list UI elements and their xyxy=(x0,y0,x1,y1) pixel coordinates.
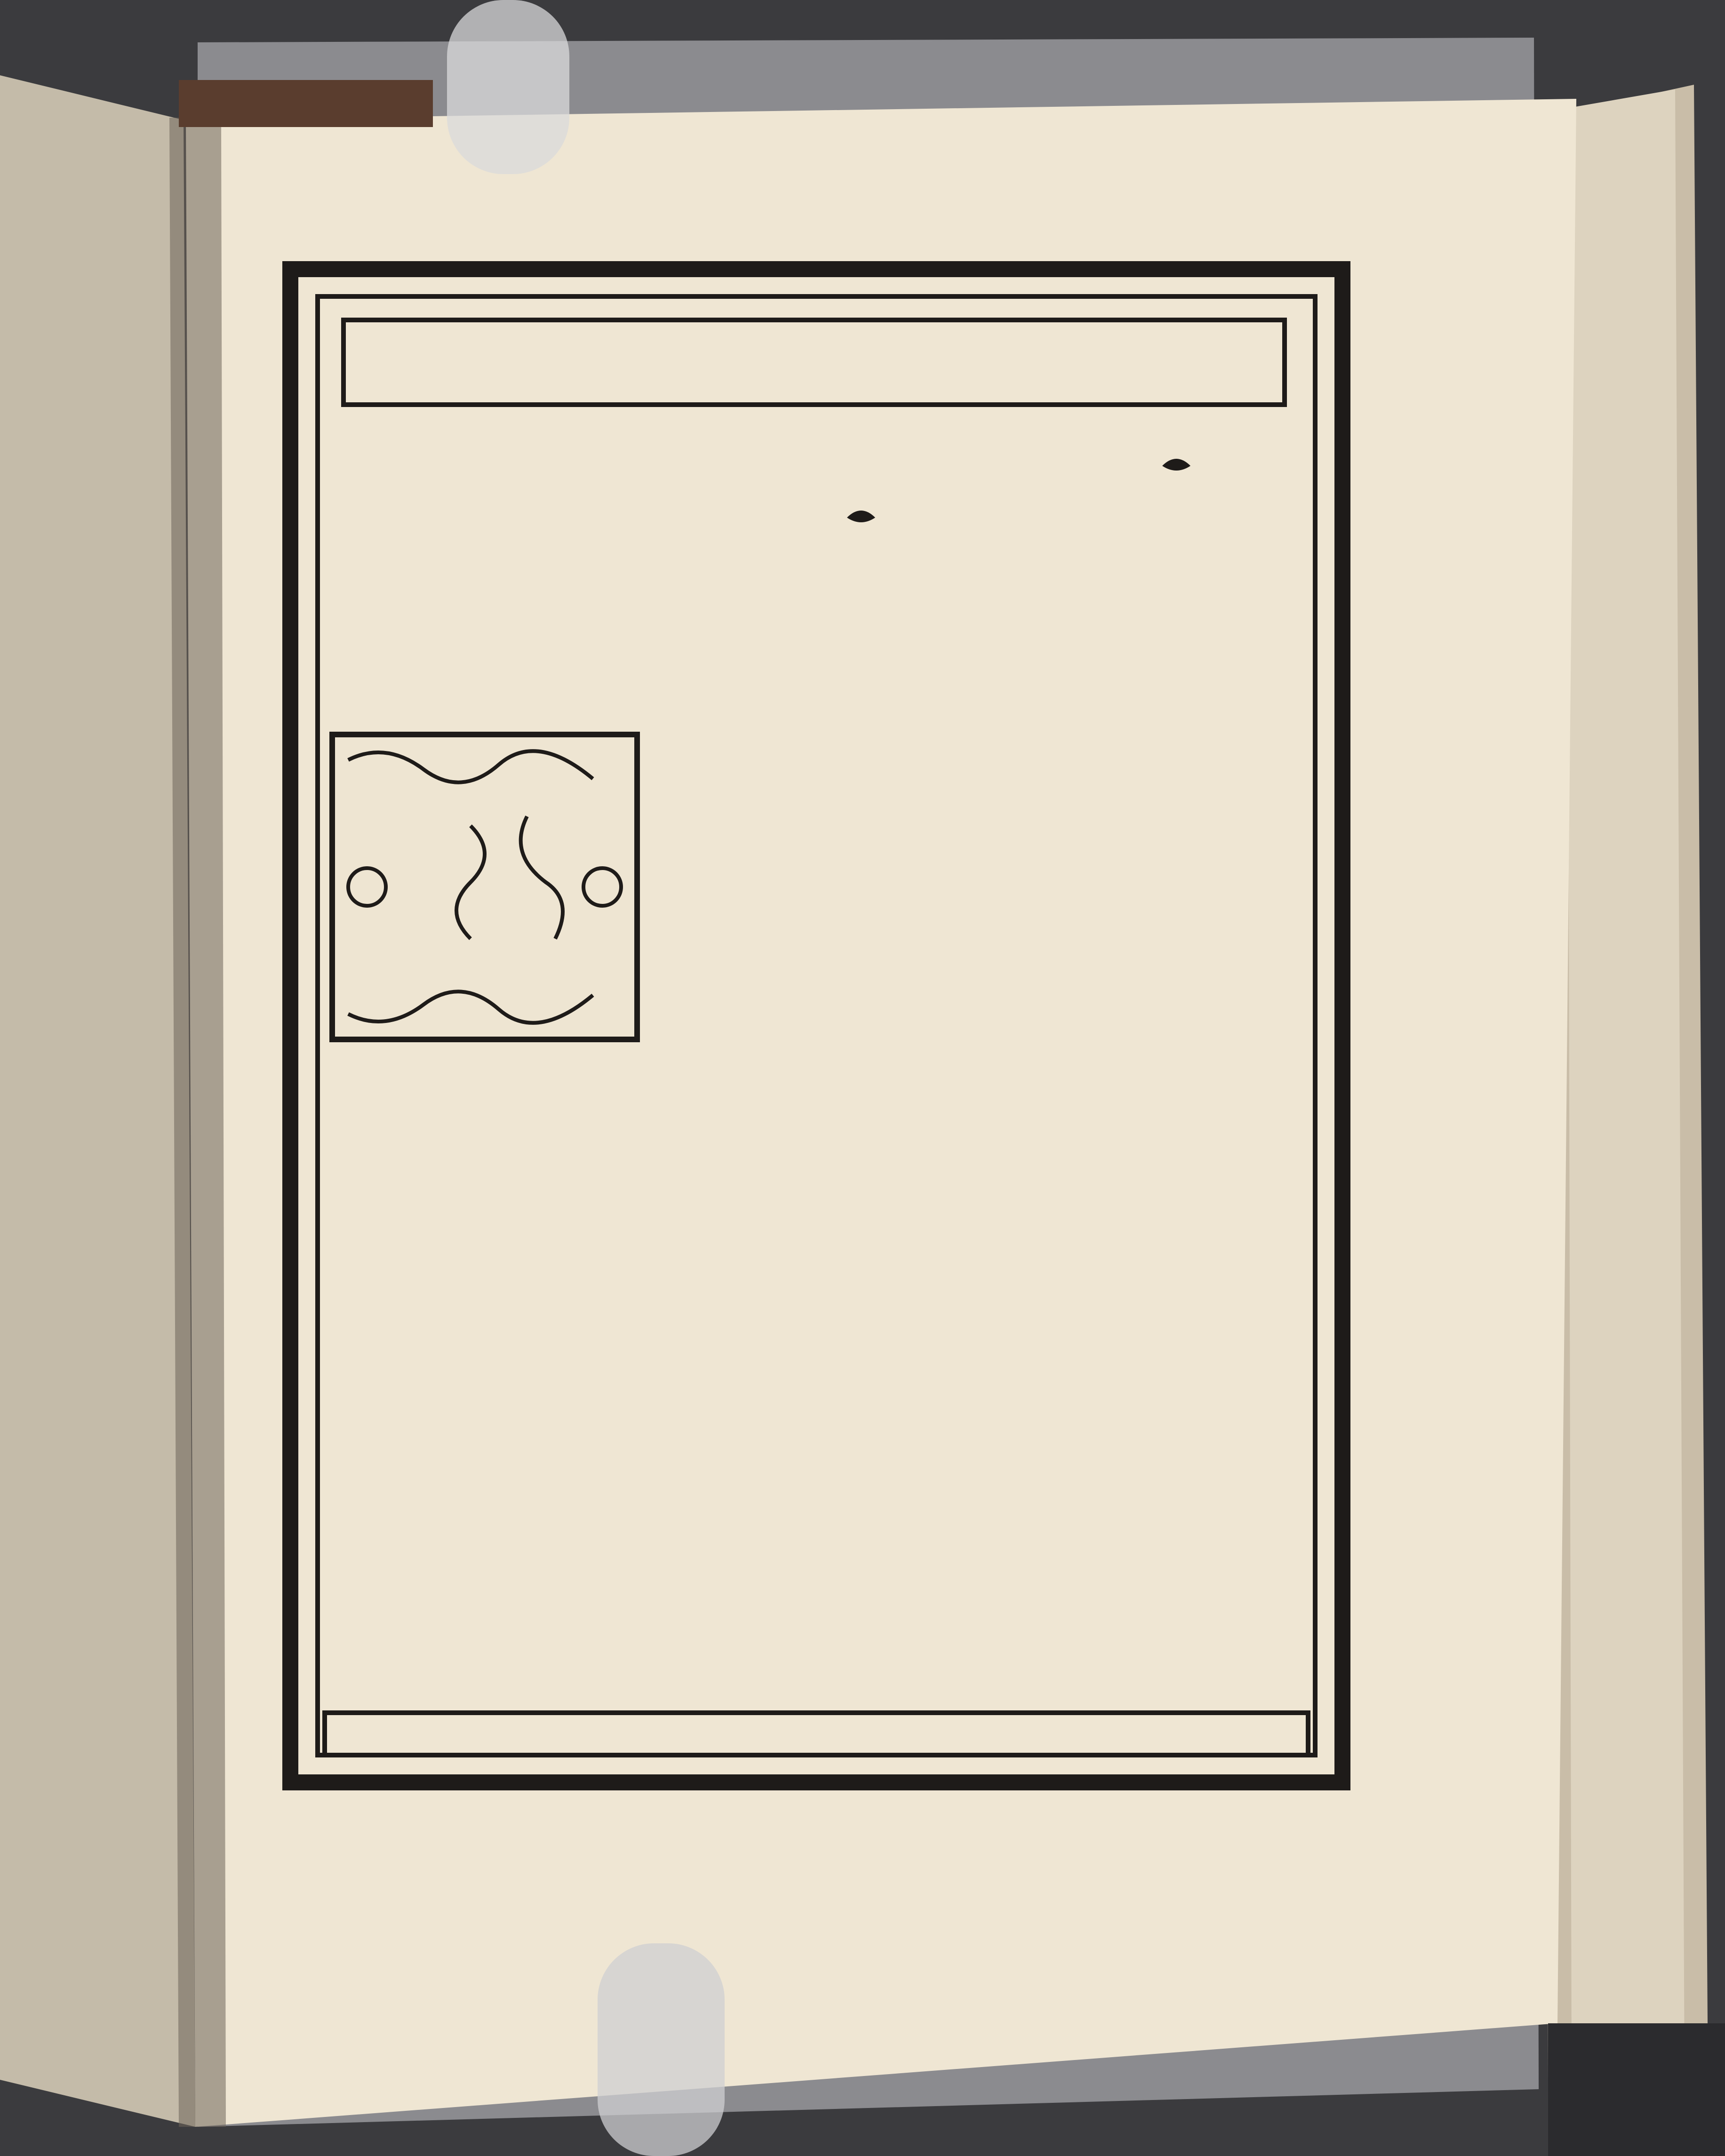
heading-fleuron xyxy=(1162,459,1190,471)
bottom-ornament-band xyxy=(325,1713,1308,1755)
heading-fleuron-2 xyxy=(847,511,875,522)
top-ornament-band xyxy=(343,320,1285,405)
decorated-initial-foliage xyxy=(329,732,640,1042)
